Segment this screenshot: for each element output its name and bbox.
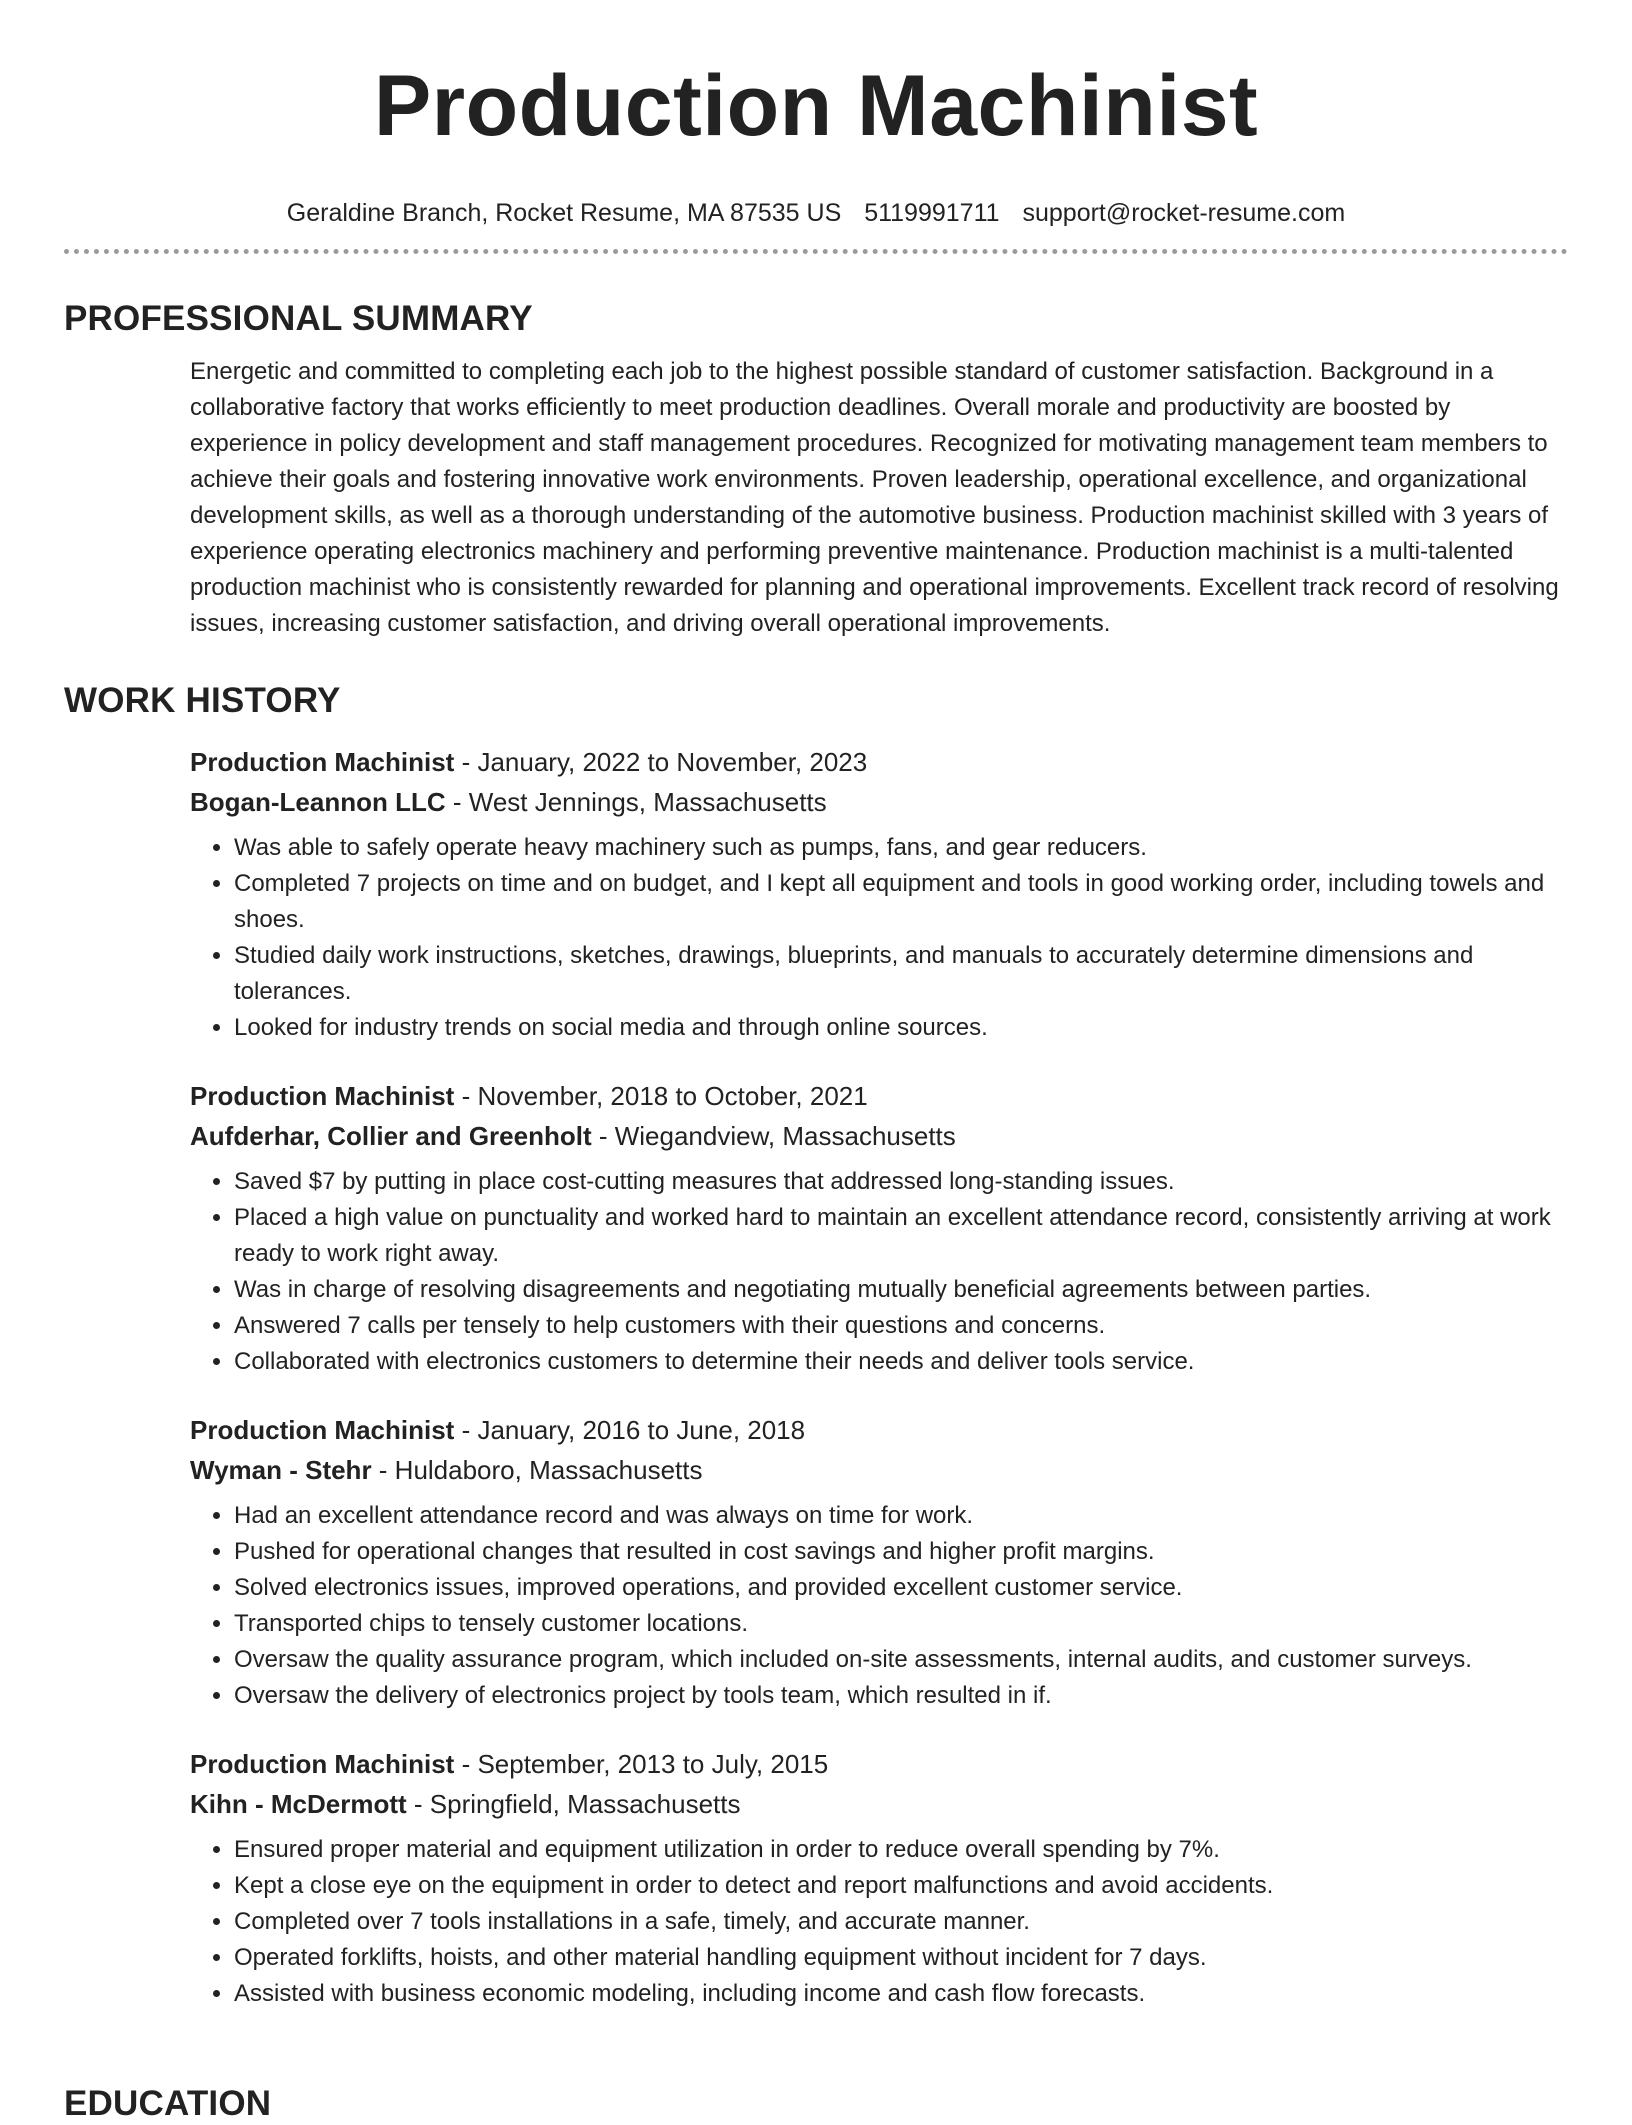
job-title-line <box>190 742 1568 782</box>
job-role: Production Machinist <box>190 1749 455 1779</box>
header-divider <box>64 249 1568 254</box>
job-bullet: • Transported chips to tensely customer locations. <box>234 1606 1568 1642</box>
work-section <box>64 680 1568 2012</box>
job-entry <box>190 1076 1568 1380</box>
job-location: - Huldaboro, Massachusetts <box>371 1455 703 1485</box>
summary-section <box>64 298 1568 642</box>
contact-line <box>0 198 1632 228</box>
job-company: Kihn - McDermott <box>190 1789 407 1819</box>
job-bullets <box>190 1832 1568 2012</box>
job-bullet: • Had an excellent attendance record and was always on time for work. <box>234 1498 1568 1534</box>
contact-address: Geraldine Branch, Rocket Resume, MA 87535 US <box>286 199 842 227</box>
job-bullet: • Operated forklifts, hoists, and other material handling equipment without incident for 7 days. <box>234 1940 1568 1976</box>
job-bullet: • Was in charge of resolving disagreements and negotiating mutually beneficial agreements between parties. <box>234 1272 1568 1308</box>
work-heading: WORK HISTORY <box>64 681 341 720</box>
job-entry <box>190 1744 1568 2012</box>
job-role: Production Machinist <box>190 1415 455 1445</box>
education-heading: EDUCATION <box>64 2084 272 2123</box>
job-bullet: • Oversaw the quality assurance program, which included on-site assessments, internal audits, and customer surveys. <box>234 1642 1568 1678</box>
job-bullet: • Studied daily work instructions, sketches, drawings, blueprints, and manuals to accurately determine dimensions and tolerances. <box>234 938 1568 1010</box>
job-bullets <box>190 830 1568 1046</box>
job-bullet: • Oversaw the delivery of electronics project by tools team, which resulted in if. <box>234 1678 1568 1714</box>
contact-email: support@rocket-resume.com <box>1022 199 1346 227</box>
job-role: Production Machinist <box>190 1081 455 1111</box>
job-bullet: • Placed a high value on punctuality and worked hard to maintain an excellent attendance record, consistently arriving at work ready to work right away. <box>234 1200 1568 1272</box>
job-dates: - January, 2022 to November, 2023 <box>454 747 868 777</box>
job-company-line <box>190 1450 1568 1490</box>
job-bullet: • Completed over 7 tools installations in a safe, timely, and accurate manner. <box>234 1904 1568 1940</box>
job-location: - Wiegandview, Massachusetts <box>591 1121 956 1151</box>
job-title-line <box>190 1744 1568 1784</box>
job-bullet: • Answered 7 calls per tensely to help customers with their questions and concerns. <box>234 1308 1568 1344</box>
job-company: Wyman - Stehr <box>190 1455 372 1485</box>
job-dates: - January, 2016 to June, 2018 <box>454 1415 806 1445</box>
job-company-line <box>190 782 1568 822</box>
job-bullets <box>190 1164 1568 1380</box>
summary-text: Energetic and committed to completing each job to the highest possible standard of customer satisfaction. Background in a collaborative factory that works efficiently to meet production deadlines. Overall morale and productivity are boosted by experience in policy development and staff management procedures. Recognized for motivating management team members to achieve their goals and fostering innovative work environments. Proven leadership, operational excellence, and organizational development skills, as well as a thorough understanding of the automotive business. Production machinist skilled with 3 years of experience operating electronics machinery and performing preventive maintenance. Production machinist is a multi-talented production machinist who is consistently rewarded for planning and operational improvements. Excellent track record of resolving issues, increasing customer satisfaction, and driving overall operational improvements. <box>190 358 1559 637</box>
job-bullet: • Saved $7 by putting in place cost-cutting measures that addressed long-standing issues. <box>234 1164 1568 1200</box>
job-entry <box>190 742 1568 1046</box>
job-bullet: • Looked for industry trends on social media and through online sources. <box>234 1010 1568 1046</box>
job-bullet: • Was able to safely operate heavy machinery such as pumps, fans, and gear reducers. <box>234 830 1568 866</box>
job-location: - West Jennings, Massachusetts <box>445 787 827 817</box>
job-bullet: • Pushed for operational changes that resulted in cost savings and higher profit margins. <box>234 1534 1568 1570</box>
job-dates: - September, 2013 to July, 2015 <box>454 1749 829 1779</box>
job-company-line <box>190 1116 1568 1156</box>
job-company-line <box>190 1784 1568 1824</box>
job-bullet: • Kept a close eye on the equipment in order to detect and report malfunctions and avoid accidents. <box>234 1868 1568 1904</box>
job-bullet: • Ensured proper material and equipment utilization in order to reduce overall spending by 7%. <box>234 1832 1568 1868</box>
job-location: - Springfield, Massachusetts <box>406 1789 741 1819</box>
job-bullet: • Solved electronics issues, improved operations, and provided excellent customer service. <box>234 1570 1568 1606</box>
job-title-line <box>190 1076 1568 1116</box>
job-bullets <box>190 1498 1568 1714</box>
job-entry <box>190 1410 1568 1714</box>
summary-heading: PROFESSIONAL SUMMARY <box>64 299 533 338</box>
job-company: Bogan-Leannon LLC <box>190 787 446 817</box>
job-title-line <box>190 1410 1568 1450</box>
job-bullet: • Completed 7 projects on time and on budget, and I kept all equipment and tools in good working order, including towels and shoes. <box>234 866 1568 938</box>
job-company: Aufderhar, Collier and Greenholt <box>190 1121 592 1151</box>
job-bullet: • Collaborated with electronics customers to determine their needs and deliver tools service. <box>234 1344 1568 1380</box>
contact-phone: 5119991711 <box>864 199 1000 227</box>
job-role: Production Machinist <box>190 747 455 777</box>
education-section <box>64 2083 1568 2125</box>
resume-title: Production Machinist <box>373 58 1259 154</box>
job-bullet: • Assisted with business economic modeling, including income and cash flow forecasts. <box>234 1976 1568 2012</box>
job-dates: - November, 2018 to October, 2021 <box>454 1081 868 1111</box>
